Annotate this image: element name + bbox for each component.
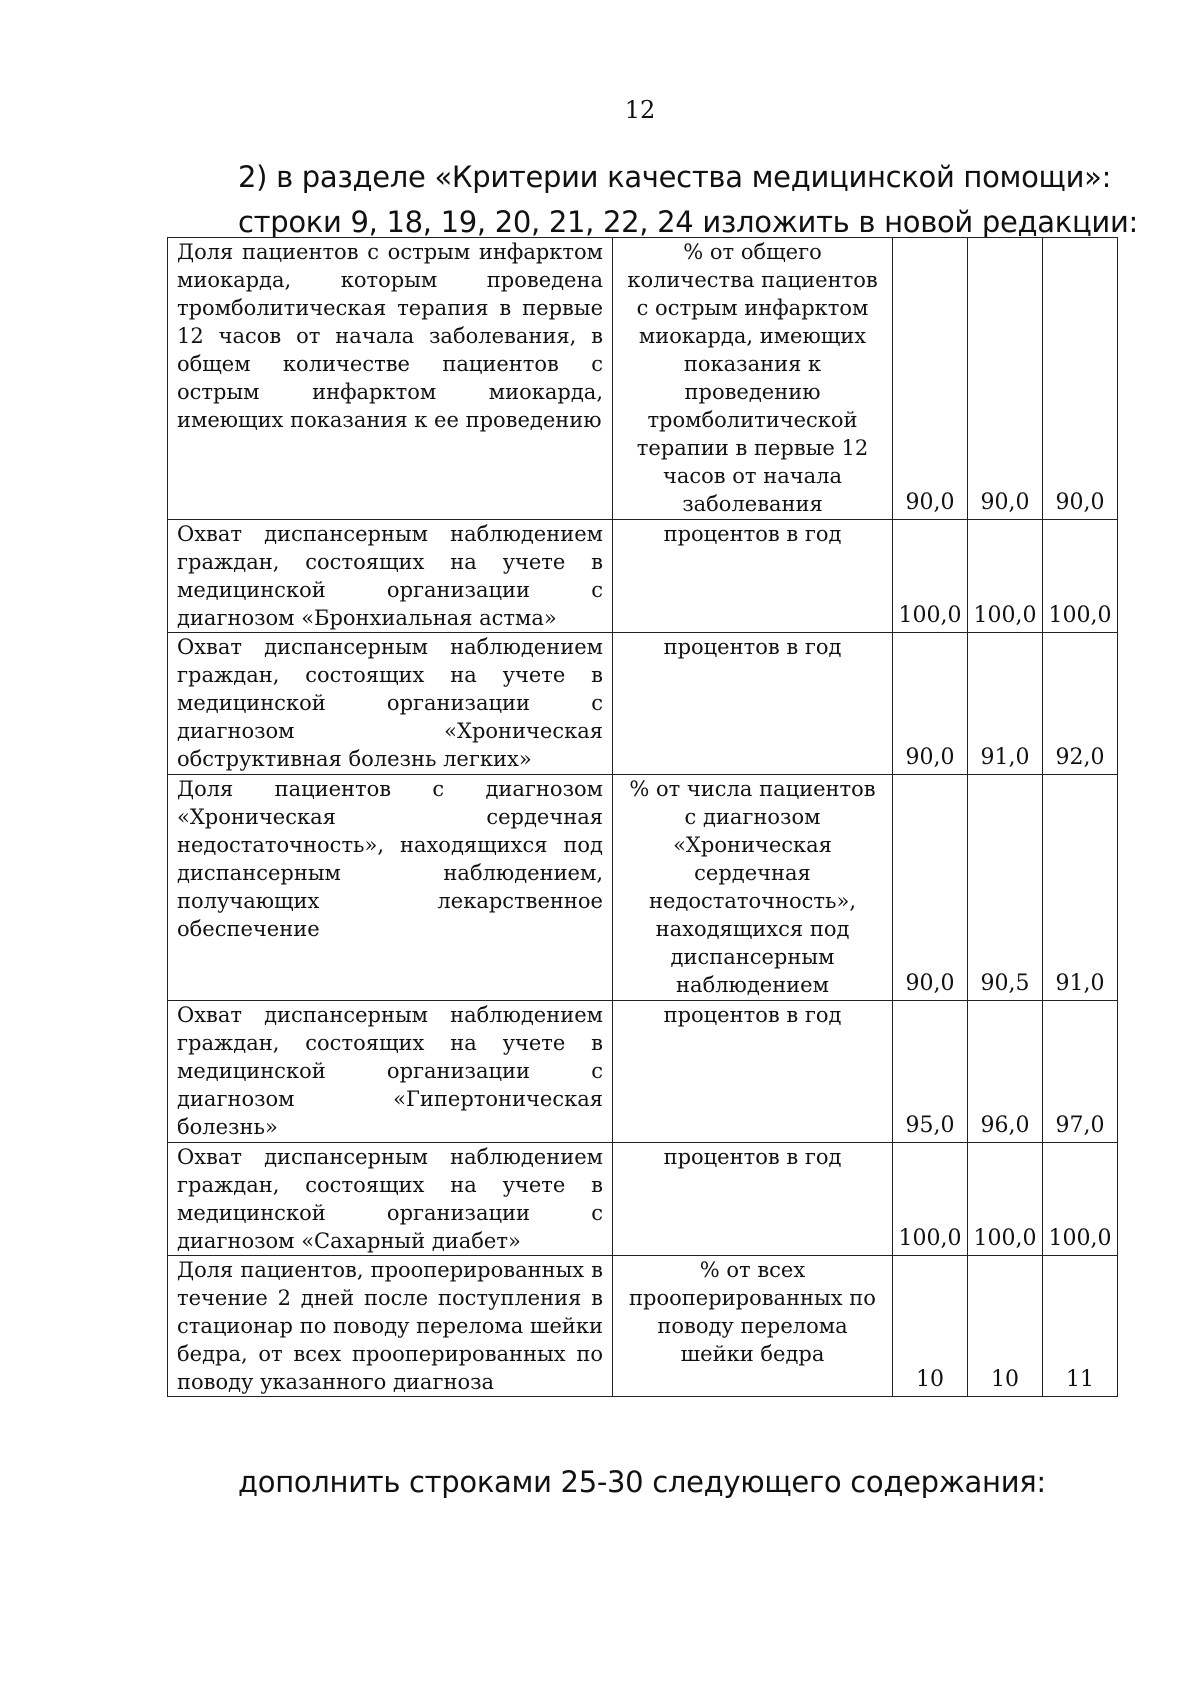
criterion-description: Доля пациентов, прооперированных в течение 2 дней после поступления в стационар по поводу перелома шейки бедра, от всех прооперированных по поводу указанного диагноза: [168, 1256, 613, 1397]
criterion-description: Доля пациентов с острым инфарктом миокарда, которым проведена тромболитическая терапия в первые 12 часов от начала заболевания, в общем количестве пациентов с острым инфарктом миокарда, имеющих показания к ее проведению: [168, 238, 613, 520]
criterion-description: Доля пациентов с диагнозом «Хроническая сердечная недостаточность», находящихся под диспансерным наблюдением, получающих лекарственное обеспечение: [168, 775, 613, 1001]
value-year-3: 100,0: [1043, 520, 1118, 633]
criterion-unit: процентов в год: [613, 520, 893, 633]
criterion-description: Охват диспансерным наблюдением граждан, состоящих на учете в медицинской организации с диагнозом «Бронхиальная астма»: [168, 520, 613, 633]
table-row: [168, 520, 1118, 633]
criterion-unit: % от всех прооперированных по поводу перелома шейки бедра: [613, 1256, 893, 1397]
table-row: [168, 1256, 1118, 1397]
criterion-unit: % от общего количества пациентов с острым инфарктом миокарда, имеющих показания к проведению тромболитической терапии в первые 12 часов от начала заболевания: [613, 238, 893, 520]
value-year-1: 100,0: [893, 1143, 968, 1256]
section-subheading: строки 9, 18, 19, 20, 21, 22, 24 изложить в новой редакции:: [238, 205, 1138, 239]
section-heading: 2) в разделе «Критерии качества медицинской помощи»:: [238, 160, 1112, 194]
criterion-description: Охват диспансерным наблюдением граждан, состоящих на учете в медицинской организации с диагнозом «Хроническая обструктивная болезнь легких»: [168, 633, 613, 775]
value-year-1: 90,0: [893, 633, 968, 775]
value-year-2: 90,0: [968, 238, 1043, 520]
value-year-3: 97,0: [1043, 1001, 1118, 1143]
table-row: [168, 1143, 1118, 1256]
value-year-1: 10: [893, 1256, 968, 1397]
value-year-2: 90,5: [968, 775, 1043, 1001]
value-year-1: 100,0: [893, 520, 968, 633]
value-year-3: 92,0: [1043, 633, 1118, 775]
value-year-3: 11: [1043, 1256, 1118, 1397]
criterion-unit: % от числа пациентов с диагнозом «Хроническая сердечная недостаточность», находящихся под диспансерным наблюдением: [613, 775, 893, 1001]
value-year-3: 91,0: [1043, 775, 1118, 1001]
value-year-3: 90,0: [1043, 238, 1118, 520]
table-row: [168, 633, 1118, 775]
criterion-description: Охват диспансерным наблюдением граждан, состоящих на учете в медицинской организации с диагнозом «Сахарный диабет»: [168, 1143, 613, 1256]
value-year-1: 95,0: [893, 1001, 968, 1143]
table-row: [168, 238, 1118, 520]
value-year-2: 96,0: [968, 1001, 1043, 1143]
value-year-2: 10: [968, 1256, 1043, 1397]
value-year-2: 100,0: [968, 1143, 1043, 1256]
value-year-1: 90,0: [893, 775, 968, 1001]
quality-criteria-table: [167, 237, 1118, 1397]
footer-instruction: дополнить строками 25-30 следующего содержания:: [238, 1465, 1046, 1499]
value-year-2: 91,0: [968, 633, 1043, 775]
page-number: 12: [624, 96, 656, 124]
value-year-1: 90,0: [893, 238, 968, 520]
value-year-3: 100,0: [1043, 1143, 1118, 1256]
table-row: [168, 1001, 1118, 1143]
criterion-description: Охват диспансерным наблюдением граждан, состоящих на учете в медицинской организации с диагнозом «Гипертоническая болезнь»: [168, 1001, 613, 1143]
criterion-unit: процентов в год: [613, 1001, 893, 1143]
criterion-unit: процентов в год: [613, 633, 893, 775]
criterion-unit: процентов в год: [613, 1143, 893, 1256]
table-row: [168, 775, 1118, 1001]
value-year-2: 100,0: [968, 520, 1043, 633]
